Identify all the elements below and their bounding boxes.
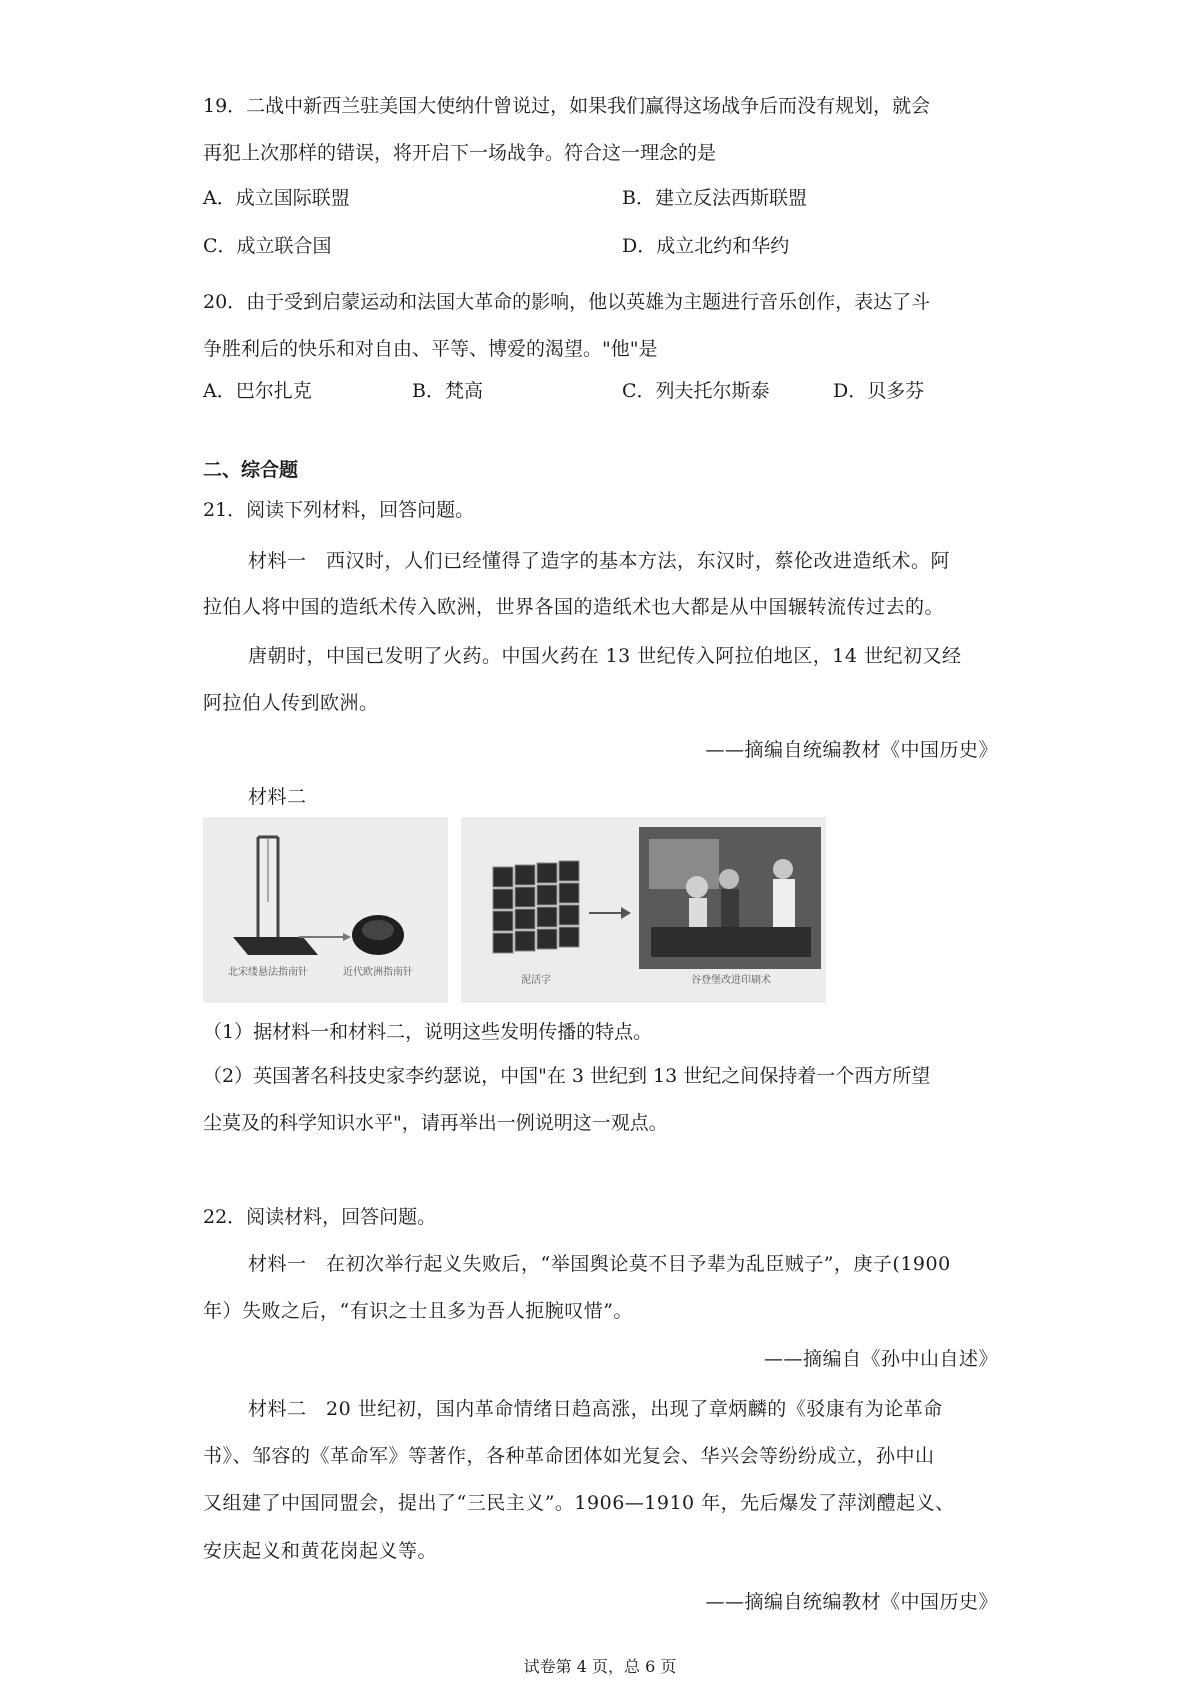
caption-song-compass: 北宋缕悬法指南针 bbox=[228, 967, 308, 978]
q21-stem: 21．阅读下列材料，回答问题。 bbox=[203, 499, 475, 521]
q21-material1-source: ——摘编自统编教材《中国历史》 bbox=[705, 739, 998, 761]
q19-option-a: A．成立国际联盟 bbox=[203, 187, 350, 209]
q20-option-b: B．梵高 bbox=[412, 380, 483, 402]
q22-material2-line4: 安庆起义和黄花岗起义等。 bbox=[203, 1540, 438, 1562]
q20-option-a: A．巴尔扎克 bbox=[203, 380, 312, 402]
compass-figure bbox=[203, 817, 448, 1003]
q20-stem-line2: 争胜利后的快乐和对自由、平等、博爱的渴望。"他"是 bbox=[203, 338, 658, 360]
q21-sub1: （1）据材料一和材料二，说明这些发明传播的特点。 bbox=[203, 1021, 653, 1043]
q21-material2-label: 材料二 bbox=[248, 786, 307, 808]
q19-option-d: D．成立北约和华约 bbox=[622, 235, 790, 257]
q20-stem-line1: 20．由于受到启蒙运动和法国大革命的影响，他以英雄为主题进行音乐创作，表达了斗 bbox=[203, 291, 931, 313]
q21-material1-line4: 阿拉伯人传到欧洲。 bbox=[203, 692, 379, 714]
q20-option-d: D．贝多芬 bbox=[833, 380, 925, 402]
q21-material1-line2: 拉伯人将中国的造纸术传入欧洲，世界各国的造纸术也大都是从中国辗转流传过去的。 bbox=[203, 596, 945, 618]
page-footer: 试卷第 4 页，总 6 页 bbox=[523, 1657, 677, 1676]
q22-material2-line2: 书》、邹容的《革命军》等著作，各种革命团体如光复会、华兴会等纷纷成立，孙中山 bbox=[203, 1445, 935, 1467]
q22-material2-line3: 又组建了中国同盟会，提出了“三民主义”。1906—1910 年，先后爆发了萍浏醴起义、 bbox=[203, 1492, 955, 1514]
q19-stem-line1: 19．二战中新西兰驻美国大使纳什曾说过，如果我们赢得这场战争后而没有规划，就会 bbox=[203, 95, 931, 117]
printing-figure bbox=[461, 817, 826, 1003]
q21-material1-line1: 材料一 西汉时，人们已经懂得了造字的基本方法，东汉时，蔡伦改进造纸术。阿 bbox=[248, 550, 951, 572]
q22-material1-line1: 材料一 在初次举行起义失败后，“举国舆论莫不目予辈为乱臣贼子”，庚子(1900 bbox=[248, 1253, 951, 1275]
q19-stem-line2: 再犯上次那样的错误，将开启下一场战争。符合这一理念的是 bbox=[203, 142, 717, 164]
caption-clay-type: 泥活字 bbox=[521, 975, 551, 986]
q19-option-c: C．成立联合国 bbox=[203, 235, 332, 257]
q21-material1-line3: 唐朝时，中国已发明了火药。中国火药在 13 世纪传入阿拉伯地区，14 世纪初又经 bbox=[248, 645, 962, 667]
q22-material1-line2: 年）失败之后，“有识之士且多为吾人扼腕叹惜”。 bbox=[203, 1300, 633, 1322]
q22-material2-line1: 材料二 20 世纪初，国内革命情绪日趋高涨，出现了章炳麟的《驳康有为论革命 bbox=[248, 1398, 943, 1420]
q21-sub2-line2: 尘莫及的科学知识水平"，请再举出一例说明这一观点。 bbox=[203, 1112, 668, 1134]
q22-stem: 22．阅读材料，回答问题。 bbox=[203, 1206, 437, 1228]
q19-option-b: B．建立反法西斯联盟 bbox=[622, 187, 807, 209]
caption-gutenberg: 谷登堡改进印刷术 bbox=[691, 975, 771, 986]
q20-option-c: C．列夫托尔斯泰 bbox=[622, 380, 770, 402]
q22-material1-source: ——摘编自《孙中山自述》 bbox=[763, 1348, 998, 1370]
caption-europe-compass: 近代欧洲指南针 bbox=[343, 967, 413, 978]
section-title: 二、综合题 bbox=[203, 459, 299, 481]
q22-material2-source: ——摘编自统编教材《中国历史》 bbox=[705, 1591, 998, 1613]
q21-sub2-line1: （2）英国著名科技史家李约瑟说，中国"在 3 世纪到 13 世纪之间保持着一个西方所望 bbox=[203, 1065, 931, 1087]
